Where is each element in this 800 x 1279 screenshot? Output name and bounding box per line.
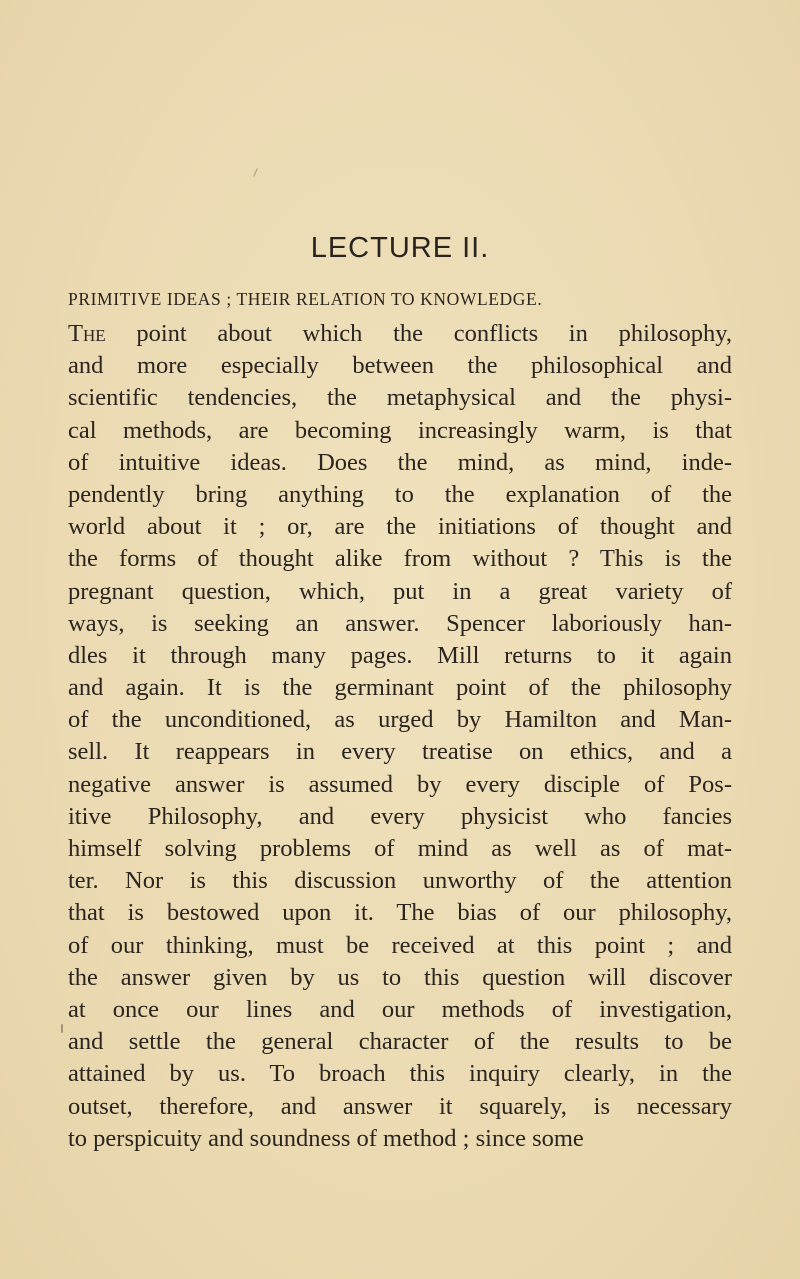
text-line: at once our lines and our methods of investigation, — [68, 995, 732, 1023]
paper-speck — [61, 1024, 63, 1033]
text-line: to perspicuity and soundness of method ; since some — [68, 1124, 584, 1152]
text-line: negative answer is assumed by every disciple of Pos- — [68, 770, 732, 798]
text-line: attained by us. To broach this inquiry clearly, in the — [68, 1060, 732, 1088]
text-line: of intuitive ideas. Does the mind, as mind, inde- — [68, 448, 732, 476]
text-line: ter. Nor is this discussion unworthy of the attention — [68, 867, 732, 895]
text-line: the answer given by us to this question will discover — [68, 963, 732, 991]
text-line: and again. It is the germinant point of the philosophy — [68, 674, 732, 702]
drop-word: The — [68, 320, 106, 347]
text-line: that is bestowed upon it. The bias of our philosophy, — [68, 899, 732, 927]
text-line: the forms of thought alike from without ? This is the — [68, 545, 732, 573]
text-line: itive Philosophy, and every physicist who fancies — [68, 802, 732, 830]
text-line: of our thinking, must be received at this point ; and — [68, 931, 732, 959]
text-line: ways, is seeking an answer. Spencer laboriously han- — [68, 609, 732, 637]
body-text — [68, 318, 732, 1155]
first-line-text: point about which the conflicts in philosophy, — [105, 320, 732, 347]
text-line — [68, 318, 732, 350]
text-line: dles it through many pages. Mill returns to it again — [68, 641, 732, 669]
text-line: himself solving problems of mind as well as of mat- — [68, 835, 732, 862]
text-line: world about it ; or, are the initiations of thought and — [68, 513, 732, 541]
lecture-title: LECTURE II. — [310, 232, 490, 264]
text-line: outset, therefore, and answer it squarely, is necessary — [68, 1092, 732, 1120]
text-line: cal methods, are becoming increasingly warm, is that — [68, 416, 732, 444]
paper-speck — [253, 168, 258, 177]
text-line: sell. It reappears in every treatise on ethics, and a — [68, 738, 732, 766]
text-line: pendently bring anything to the explanation of the — [68, 480, 732, 508]
text-line: scientific tendencies, the metaphysical and the physi- — [68, 384, 732, 412]
lecture-subtitle: PRIMITIVE IDEAS ; THEIR RELATION TO KNOWLEDGE. — [68, 289, 543, 309]
text-line: and more especially between the philosophical and — [68, 352, 732, 380]
text-line: of the unconditioned, as urged by Hamilton and Man- — [68, 706, 732, 734]
text-line: pregnant question, which, put in a great variety of — [68, 577, 732, 605]
text-line: and settle the general character of the results to be — [68, 1028, 732, 1056]
